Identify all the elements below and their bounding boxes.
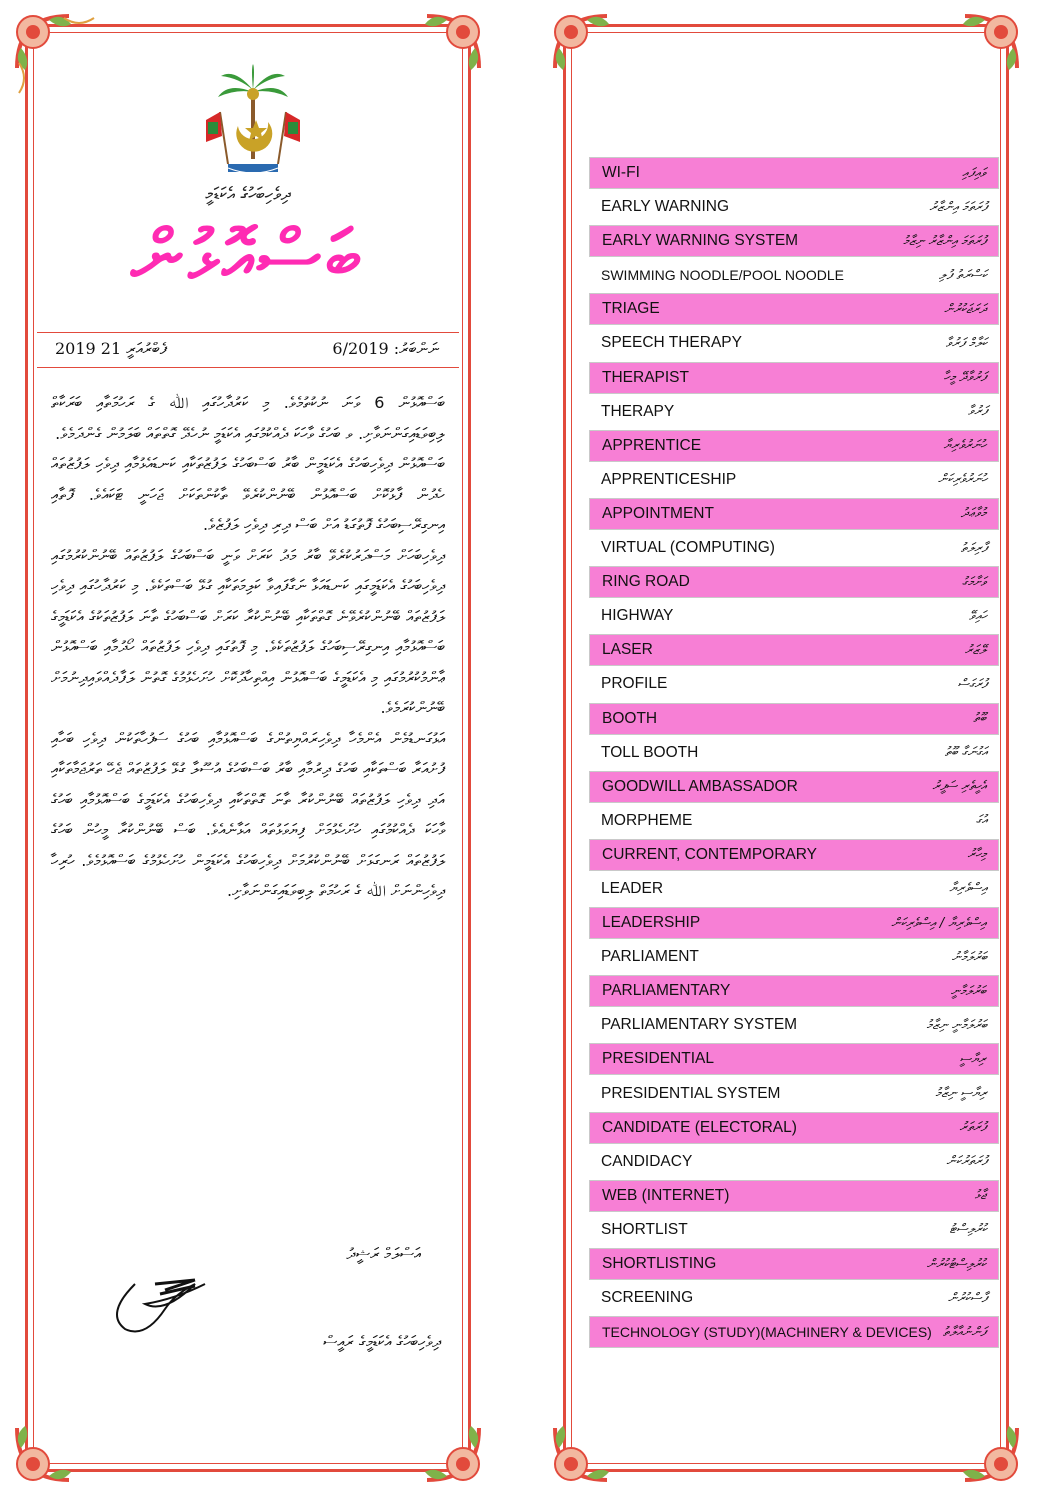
glossary-term-english: LASER xyxy=(602,641,653,659)
glossary-row xyxy=(589,839,999,871)
letter-paragraph: އަޅުގަނޑުމެން އެންމެހާ ދިވެހިރައްޔިތުންގެ ބަސްއޮޅުމާއި ބަހުގެ ސަފުހާތަކުން ދިވެހި ބަހާއި ފުށުއަރާ ބަސްތަކާއި ބަހުގެ ދިރުމާއި ބާރު ބަސްބަހުގެ އުސޫލާ ގުޅޭ ލަފުޒުތައް ޖެހޭ ތަރުޖަމާތަކާއި އަދި ދިވެހި ލަފުޒުތައް ބޭނުންކުރާ ތާނަ ގޮތްތަކާއި ދިވެހިބަހުގެ އެކަޑަމީގެ ބަސްއޮޅުމާއި ބަހުގެ ވާހަކަ ދެއްކުމުގައި ހުށަހެޅުމަށް ފިޔަވަޅުތައް އަޅާނެއެވެ. ބަސް ބޭނުންކުރާ މީހުން ބަހުގެ ލަފުޒުތައް ރަނގަޅަށް ބޭނުންކުރުމަށް ދިވެހިބަހުގެ އެކަޑަމީން ހުށަހެޅުމުގެ ބަސްއޮޅުމެވެ. ހުރިހާ ދިވެހިންނަށް ﷲ ގެ ރަހުމަތް ލިބިވަޑައިގަންނަވާށި. xyxy=(51,728,445,900)
glossary-term-english: SHORTLISTING xyxy=(602,1255,717,1272)
glossary-term-dhivehi: ބޫތު xyxy=(973,711,986,726)
glossary-term-english: WEB (INTERNET) xyxy=(602,1186,730,1204)
floral-corner-icon xyxy=(547,1378,657,1488)
glossary-term-english: CURRENT, CONTEMPORARY xyxy=(602,845,818,863)
glossary-term-dhivehi: ފުރަތަމަ އިންޒާރު xyxy=(929,199,987,215)
glossary-row xyxy=(589,975,999,1007)
glossary-row xyxy=(589,396,999,428)
glossary-term-english: MORPHEME xyxy=(601,811,693,829)
glossary-row xyxy=(589,259,999,291)
letter-paragraph: ދިވެހިބަހަށް މަސްދަރުކުރެވޭ ބާރު މަދު ކަރަށް ވަނީ ބަސްބަހުގެ ލަފުޒުތައް ބޭނުންކުރުމުގައި ދިވެހިބަހުގެ އެކަޑަމީގައި ކަނޑައަޅާ ނަގާފައިވާ ކަލިމަތަކާއި ގުޅޭ ބަސްތަކެވެ. މި ކަރުދާހުގައި ދިވެހި ލަފުޒުތައް ބޭނުންކުރެވޭނެ ގޮތްތަކާއި ބޭނުންކުރާ ކަރަށް ބަސްބަހުގެ ތާނަ ލަފުޒުތަކުގެ އެކަޑަމީގެ ބަސްއޮޅުމާއި އިނގިރޭސިބަހުގެ ލަފުޒުތަކެވެ. މި ފޮތުގައި ދިވެހި ލަފުޒުތައް ހޯދުމާއި ބަސްއޮޅުން ޢާންމުކުރުމުގައި މި އެކަޑަމީގެ ބަސްއޮޅުން އިއްތިހާދުކޮށް ހުށަހެޅުމުގެ ގޮތުން ލަފާދެއްވައިދިނުމަށް ބޭނުންކުރަމެވެ. xyxy=(51,545,445,717)
glossary-term-english: PROFILE xyxy=(601,675,668,693)
glossary-row xyxy=(589,225,999,257)
glossary-term-english: APPRENTICE xyxy=(602,436,702,454)
glossary-row xyxy=(589,1248,999,1280)
floral-corner-icon xyxy=(915,1378,1025,1488)
glossary-term-dhivehi: ބަރުލަމާނު xyxy=(951,949,987,965)
glossary-row xyxy=(589,566,999,598)
glossary-term-dhivehi: ކުރުލިސްޓުކުރުން xyxy=(926,1256,986,1272)
glossary-term-dhivehi: ބަރުލަމާނީ ނިޒާމު xyxy=(926,1017,987,1033)
glossary-term-dhivehi: ފާސްކުރުން xyxy=(947,1290,987,1306)
glossary-term-dhivehi: ބަރުލަމާނީ xyxy=(950,983,986,999)
glossary-term-dhivehi: ދަރަޖަކުރުން xyxy=(944,301,986,317)
glossary-row xyxy=(589,1214,999,1246)
glossary-term-english: CANDIDATE (ELECTORAL) xyxy=(602,1118,797,1136)
floral-corner-icon xyxy=(547,8,657,118)
glossary-term-dhivehi: ލޭޒަރު xyxy=(964,642,986,658)
glossary-term-english: TOLL BOOTH xyxy=(601,743,699,761)
glossary-term-english: TECHNOLOGY (STUDY)(MACHINERY & DEVICES) xyxy=(602,1324,932,1341)
glossary-row xyxy=(589,941,999,973)
glossary-term-english: SHORTLIST xyxy=(601,1220,688,1238)
glossary-term-dhivehi: ފުރަތަރު xyxy=(959,1120,986,1136)
glossary-term-dhivehi: ވަށާމަގު xyxy=(961,574,986,590)
signer-name: އަސްލަމް ރަޝީދު xyxy=(346,1244,421,1263)
glossary-row xyxy=(589,771,999,803)
glossary-term-dhivehi: ފުރަތަމަ އިންޒާރު ނިޒާމު xyxy=(903,233,986,249)
glossary-row xyxy=(589,191,999,223)
glossary-term-english: CANDIDACY xyxy=(601,1152,693,1170)
glossary-term-dhivehi: ހުނަރުވެރިކަން xyxy=(938,472,987,488)
glossary-term-english: PRESIDENTIAL SYSTEM xyxy=(601,1084,781,1102)
glossary-term-dhivehi: މިހާރު xyxy=(967,847,986,863)
glossary-term-english: LEADER xyxy=(601,879,664,897)
floral-corner-icon xyxy=(9,1378,119,1488)
letter-paragraph: ބަސްއޮޅުން 6 ވަނަ ނުކުތުމެވެ. މި ކަރުދާހުގައި ﷲ ގެ ރަހުމަތާއި ބަރަކާތް ލިބިވަޑައިގަންނަވާށި. ވ ބަހުގެ ވާހަކަ ދެއްކުމުގައި އެކަޑަމީ ނުހެދޭ ގޮތްތައް ބަލަމުން ގެންދަމެވެ. xyxy=(51,393,445,443)
glossary-term-english: HIGHWAY xyxy=(601,607,674,625)
page-title: ބަސްއޮޅުން xyxy=(130,214,366,300)
glossary-term-dhivehi: ވައިފައި xyxy=(962,165,986,181)
glossary-row xyxy=(589,1009,999,1041)
glossary-row xyxy=(589,532,999,564)
glossary-term-english: VIRTUAL (COMPUTING) xyxy=(601,539,775,557)
glossary-row xyxy=(589,805,999,837)
glossary-term-english: PRESIDENTIAL xyxy=(602,1050,714,1068)
glossary-term-dhivehi: ފަރުވާދޭ މީހާ xyxy=(943,370,986,386)
glossary-term-dhivehi: އިސްވެރިޔާ / އިސްވެރިކަން xyxy=(891,915,986,931)
glossary-row xyxy=(589,873,999,905)
glossary-term-dhivehi: ހައިވޭ xyxy=(969,608,987,624)
glossary-row xyxy=(589,430,999,462)
glossary-term-english: THERAPY xyxy=(601,402,675,420)
letter-paragraph: ބަސްއޮޅުން ދިވެހިބަހުގެ އެކަޑަމީން ބާރު ބަސްބަހުގެ ލަފުޒުތަކާއި ކަނޑައެޅުމާއި ދިވެހި ލަފުޒުތައް ހެދުން ފާޅުކޮށް ބަސްއޮޅުން ބޭނުންކުރެވޭ ތާކުންތަކަށް ޖަހަނީ ޓަކައެވެ. ފޮތާއި އިނގިރޭސިބަހުގެ ފޮތުގަޑު އަށް ބަސް ދިރި ދިވެހި ލަފުޒެވެ. xyxy=(51,454,445,534)
glossary-term-english: RING ROAD xyxy=(602,573,690,591)
glossary-row xyxy=(589,1282,999,1314)
glossary-term-english: EARLY WARNING xyxy=(601,198,730,216)
glossary-row xyxy=(589,703,999,735)
glossary-term-dhivehi: ފުރަތަރުކަން xyxy=(946,1154,987,1170)
floral-corner-icon xyxy=(377,8,487,118)
glossary-term-english: BOOTH xyxy=(602,709,658,727)
floral-corner-icon xyxy=(9,8,119,118)
glossary-row xyxy=(589,600,999,632)
glossary-row xyxy=(589,1180,999,1212)
glossary-term-dhivehi: ފާރިލަތު xyxy=(960,540,987,556)
glossary-term-dhivehi: ރިޔާސީ xyxy=(959,1051,986,1067)
glossary-row xyxy=(589,634,999,666)
letter-date: 2019 21 ފެބްރުއަރީ xyxy=(55,339,168,358)
glossary-term-dhivehi: ކުރުލިސްޓު xyxy=(949,1222,987,1238)
glossary-term-english: PARLIAMENTARY xyxy=(602,982,731,1000)
glossary-term-dhivehi: ރިޔާސީ ނިޒާމު xyxy=(935,1086,987,1102)
signature-icon xyxy=(105,1264,235,1334)
glossary-term-english: LEADERSHIP xyxy=(602,914,701,932)
glossary-term-dhivehi: ޖާޅު xyxy=(974,1188,986,1204)
glossary-term-english: WI-FI xyxy=(602,164,640,181)
glossary-row xyxy=(589,1146,999,1178)
glossary-row xyxy=(589,907,999,939)
glossary-term-english: EARLY WARNING SYSTEM xyxy=(602,232,799,250)
glossary-term-dhivehi: ހުނަރުވެރިޔާ xyxy=(943,438,986,454)
letter-number: ނަންބަރު: 6/2019 xyxy=(332,339,439,358)
glossary-panel xyxy=(553,14,1019,1482)
glossary-term-english: SWIMMING NOODLE/POOL NOODLE xyxy=(601,267,844,284)
glossary-row xyxy=(589,1078,999,1110)
glossary-row xyxy=(589,157,999,189)
glossary-term-english: PARLIAMENTARY SYSTEM xyxy=(601,1016,798,1034)
glossary-table xyxy=(589,157,999,1350)
state-emblem-icon xyxy=(198,64,308,184)
glossary-row xyxy=(589,498,999,530)
glossary-term-english: APPRENTICESHIP xyxy=(601,470,737,488)
floral-corner-icon xyxy=(915,8,1025,118)
glossary-row xyxy=(589,464,999,496)
glossary-row xyxy=(589,1316,999,1348)
glossary-term-dhivehi: ފުރަގަސް xyxy=(957,676,987,692)
glossary-term-dhivehi: އަގުނަގާ ބޫތު xyxy=(944,745,987,761)
glossary-term-dhivehi: އިސްވެރިޔާ xyxy=(949,881,987,897)
glossary-term-english: TRIAGE xyxy=(602,300,660,318)
glossary-term-dhivehi: ފަންނުއާލާތު xyxy=(942,1324,986,1340)
glossary-term-english: APPOINTMENT xyxy=(602,504,714,522)
glossary-row xyxy=(589,1043,999,1075)
glossary-term-dhivehi: ފަރުވާ xyxy=(967,404,987,420)
glossary-row xyxy=(589,1112,999,1144)
signer-title: ދިވެހިބަހުގެ އެކަޑަމީގެ ރައީސް xyxy=(323,1332,441,1351)
glossary-term-english: SPEECH THERAPY xyxy=(601,334,742,352)
glossary-row xyxy=(589,293,999,325)
glossary-term-english: SCREENING xyxy=(601,1289,694,1307)
letter-meta xyxy=(37,332,459,368)
glossary-term-dhivehi: މުވާޢަދު xyxy=(960,506,986,522)
letter-panel xyxy=(15,14,481,1482)
glossary-term-dhivehi: ކަލާމް ފަރުވާ xyxy=(945,335,987,351)
glossary-term-english: GOODWILL AMBASSADOR xyxy=(602,777,798,795)
floral-corner-icon xyxy=(377,1378,487,1488)
letter-body xyxy=(51,388,445,907)
glossary-term-english: THERAPIST xyxy=(602,368,689,386)
glossary-row xyxy=(589,668,999,700)
office-name: ދިވެހިބަހުގެ އެކަޑަމީ xyxy=(205,184,291,205)
glossary-term-english: PARLIAMENT xyxy=(601,948,699,966)
glossary-term-dhivehi: އެހީތެރި ސަފީރު xyxy=(932,779,986,795)
glossary-term-dhivehi: އުގަ xyxy=(975,813,987,829)
glossary-row xyxy=(589,327,999,359)
glossary-term-dhivehi: ކަސްރަތު ފުލި xyxy=(938,267,987,283)
glossary-row xyxy=(589,737,999,769)
glossary-row xyxy=(589,362,999,394)
